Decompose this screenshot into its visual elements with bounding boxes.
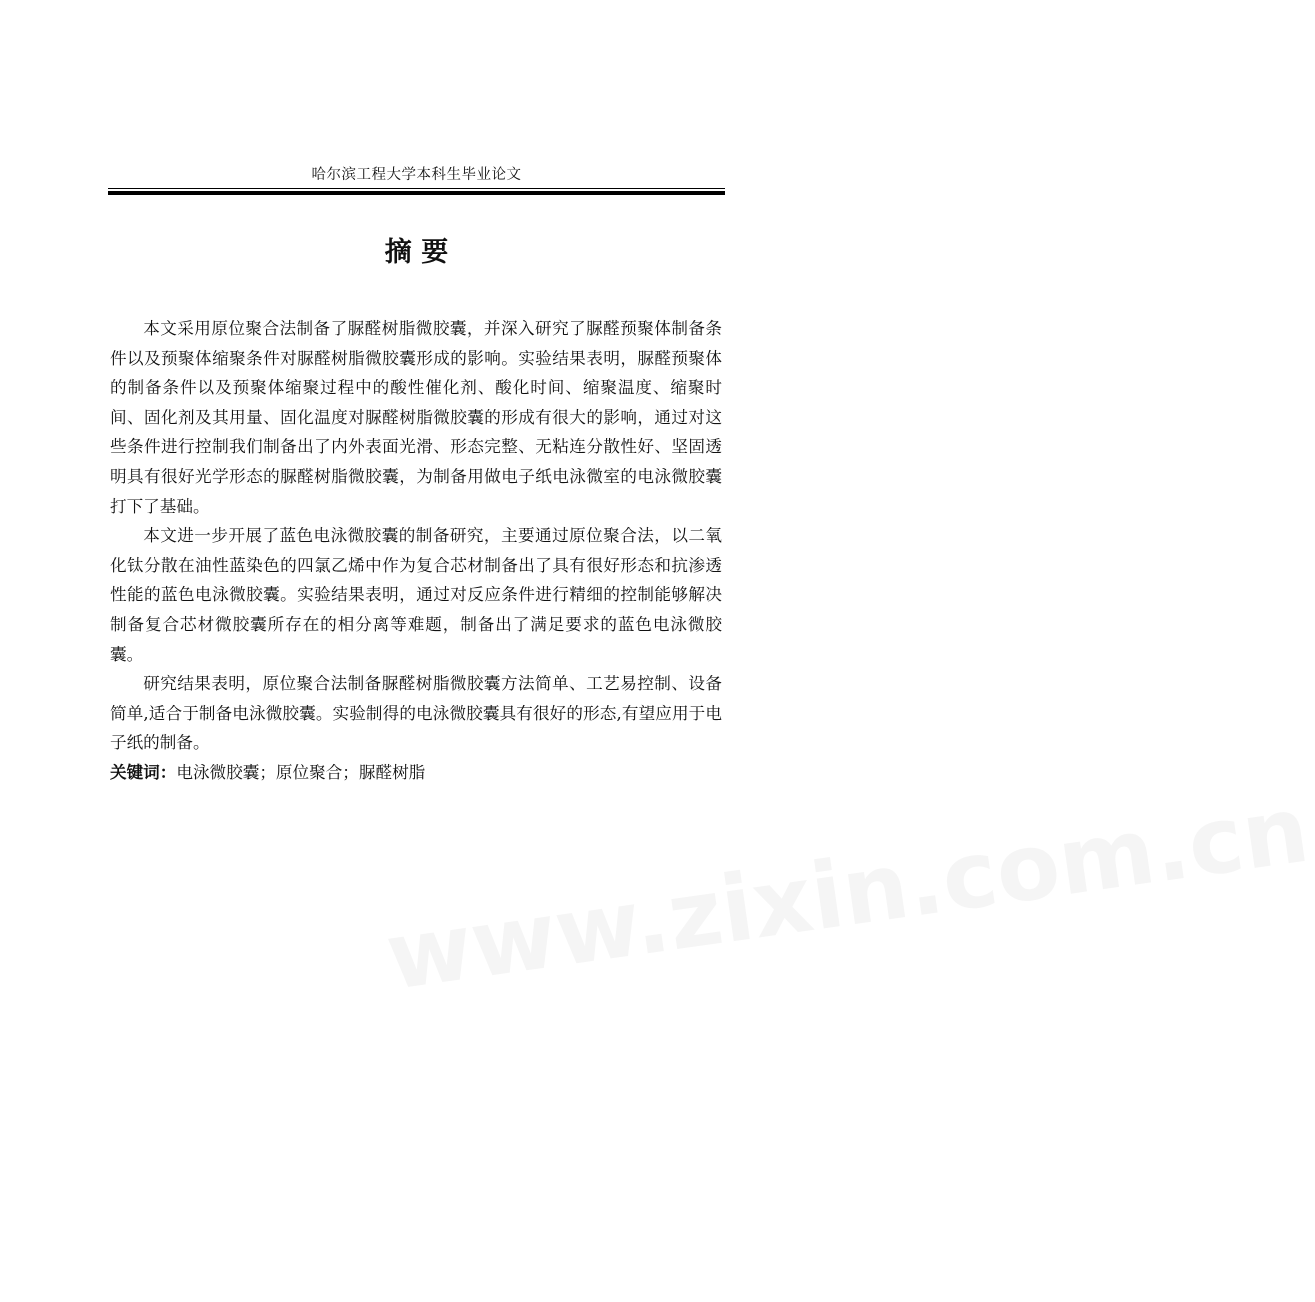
running-header: 哈尔滨工程大学本科生毕业论文 (311, 167, 522, 183)
abstract-paragraph-3: 研究结果表明，原位聚合法制备脲醛树脂微胶囊方法简单、工艺易控制、设备简单,适合于制备电泳微胶囊。实验制得的电泳微胶囊具有很好的形态,有望应用于电子纸的制备。 (110, 674, 722, 753)
watermark: www.zixin.com.cn (380, 775, 1315, 1011)
keywords-line (110, 758, 722, 788)
header-rule-thin (108, 188, 725, 189)
header-rule-thick (108, 191, 725, 195)
abstract-paragraph-1: 本文采用原位聚合法制备了脲醛树脂微胶囊，并深入研究了脲醛预聚体制备条件以及预聚体缩聚条件对脲醛树脂微胶囊形成的影响。实验结果表明，脲醛预聚体的制备条件以及预聚体缩聚过程中的酸性催化剂、酸化时间、缩聚温度、缩聚时间、固化剂及其用量、固化温度对脲醛树脂微胶囊的形成有很大的影响，通过对这些条件进行控制我们制备出了内外表面光滑、形态完整、无粘连分散性好、坚固透明具有很好光学形态的脲醛树脂微胶囊，为制备用做电子纸电泳微室的电泳微胶囊打下了基础。 (110, 319, 722, 516)
keywords-value: 电泳微胶囊；原位聚合；脲醛树脂 (176, 762, 426, 782)
abstract-body (110, 314, 722, 788)
abstract-title: 摘 要 (384, 237, 449, 268)
abstract-paragraph-2: 本文进一步开展了蓝色电泳微胶囊的制备研究，主要通过原位聚合法，以二氧化钛分散在油性蓝染色的四氯乙烯中作为复合芯材制备出了具有很好形态和抗渗透性能的蓝色电泳微胶囊。实验结果表明，通过对反应条件进行精细的控制能够解决制备复合芯材微胶囊所存在的相分离等难题，制备出了满足要求的蓝色电泳微胶囊。 (110, 526, 722, 664)
keywords-label: 关键词： (110, 762, 177, 782)
